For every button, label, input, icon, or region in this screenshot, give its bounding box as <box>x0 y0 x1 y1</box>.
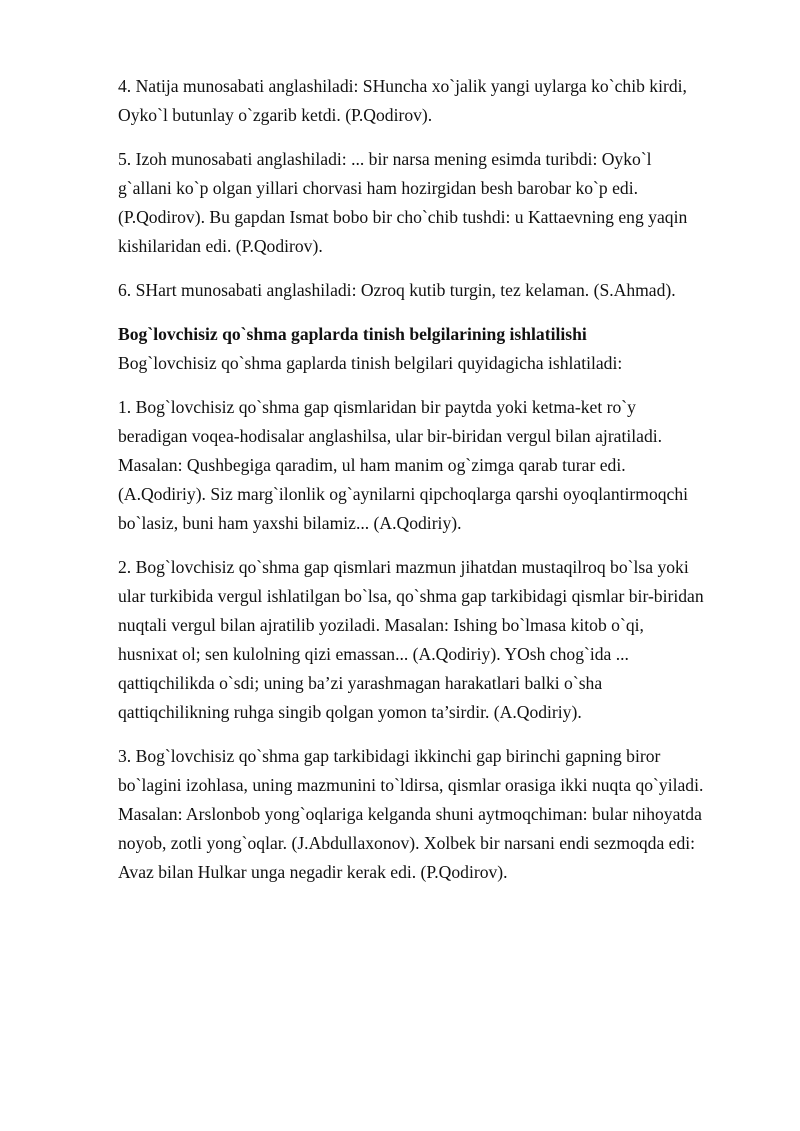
section-block <box>118 320 758 378</box>
text-line: Masalan: Arslonbob yong`oqlariga kelganda shuni aytmoqchiman: bular nihoyatda <box>118 804 702 824</box>
text-line: nuqtali vergul bilan ajratilib yoziladi. Masalan: Ishing bo`lmasa kitob o`qi, <box>118 615 644 635</box>
paragraph-explanation-relation <box>118 145 758 261</box>
text-line: 3. Bog`lovchisiz qo`shma gap tarkibidagi ikkinchi gap birinchi gapning biror <box>118 746 661 766</box>
paragraph-rule-comma <box>118 393 758 538</box>
text-line: Avaz bilan Hulkar unga negadir kerak edi. (P.Qodirov). <box>118 862 508 882</box>
text-line: husnixat ol; sen kulolning qizi emassan... (A.Qodiriy). YOsh chog`ida ... <box>118 644 629 664</box>
paragraph-result-relation <box>118 72 758 130</box>
text-line: Oyko`l butunlay o`zgarib ketdi. (P.Qodirov). <box>118 105 433 125</box>
text-line: noyob, zotli yong`oqlar. (J.Abdullaxonov). Xolbek bir narsani endi sezmoqda edi: <box>118 833 696 853</box>
text-line: (A.Qodiriy). Siz marg`ilonlik og`aynilarni qipchoqlarga qarshi oyoqlantirmoqchi <box>118 484 689 504</box>
paragraph-condition-relation <box>118 276 758 305</box>
text-line: ular turkibida vergul ishlatilgan bo`lsa, qo`shma gap tarkibidagi qismlar bir-biridan <box>118 586 704 606</box>
text-line: beradigan voqea-hodisalar anglashilsa, ular bir-biridan vergul bilan ajratiladi. <box>118 426 663 446</box>
text-line: kishilaridan edi. (P.Qodirov). <box>118 236 323 256</box>
text-line: 6. SHart munosabati anglashiladi: Ozroq kutib turgin, tez kelaman. (S.Ahmad). <box>118 280 676 300</box>
text-line: qattiqchilikda o`sdi; uning ba’zi yarashmagan harakatlari balki o`sha <box>118 673 603 693</box>
paragraph-rule-semicolon <box>118 553 758 727</box>
text-line: qattiqchilikning ruhga singib qolgan yomon ta’sirdir. (A.Qodiriy). <box>118 702 582 722</box>
text-line: 5. Izoh munosabati anglashiladi: ... bir narsa mening esimda turibdi: Oyko`l <box>118 149 652 169</box>
text-line: bo`lasiz, buni ham yaxshi bilamiz... (A.Qodiriy). <box>118 513 462 533</box>
section-intro: Bog`lovchisiz qo`shma gaplarda tinish belgilari quyidagicha ishlatiladi: <box>118 353 623 373</box>
text-line: bo`lagini izohlasa, uning mazmunini to`ldirsa, qismlar orasiga ikki nuqta qo`yiladi. <box>118 775 704 795</box>
text-line: 2. Bog`lovchisiz qo`shma gap qismlari mazmun jihatdan mustaqilroq bo`lsa yoki <box>118 557 689 577</box>
text-line: (P.Qodirov). Bu gapdan Ismat bobo bir cho`chib tushdi: u Kattaevning eng yaqin <box>118 207 688 227</box>
text-line: 1. Bog`lovchisiz qo`shma gap qismlaridan bir paytda yoki ketma-ket ro`y <box>118 397 636 417</box>
text-line: 4. Natija munosabati anglashiladi: SHuncha xo`jalik yangi uylarga ko`chib kirdi, <box>118 76 687 96</box>
paragraph-rule-colon <box>118 742 758 887</box>
text-line: g`allani ko`p olgan yillari chorvasi ham hozirgidan besh barobar ko`p edi. <box>118 178 639 198</box>
document-page <box>118 72 758 902</box>
text-line: Masalan: Qushbegiga qaradim, ul ham manim og`zimga qarab turar edi. <box>118 455 626 475</box>
section-heading: Bog`lovchisiz qo`shma gaplarda tinish belgilarining ishlatilishi <box>118 324 587 344</box>
